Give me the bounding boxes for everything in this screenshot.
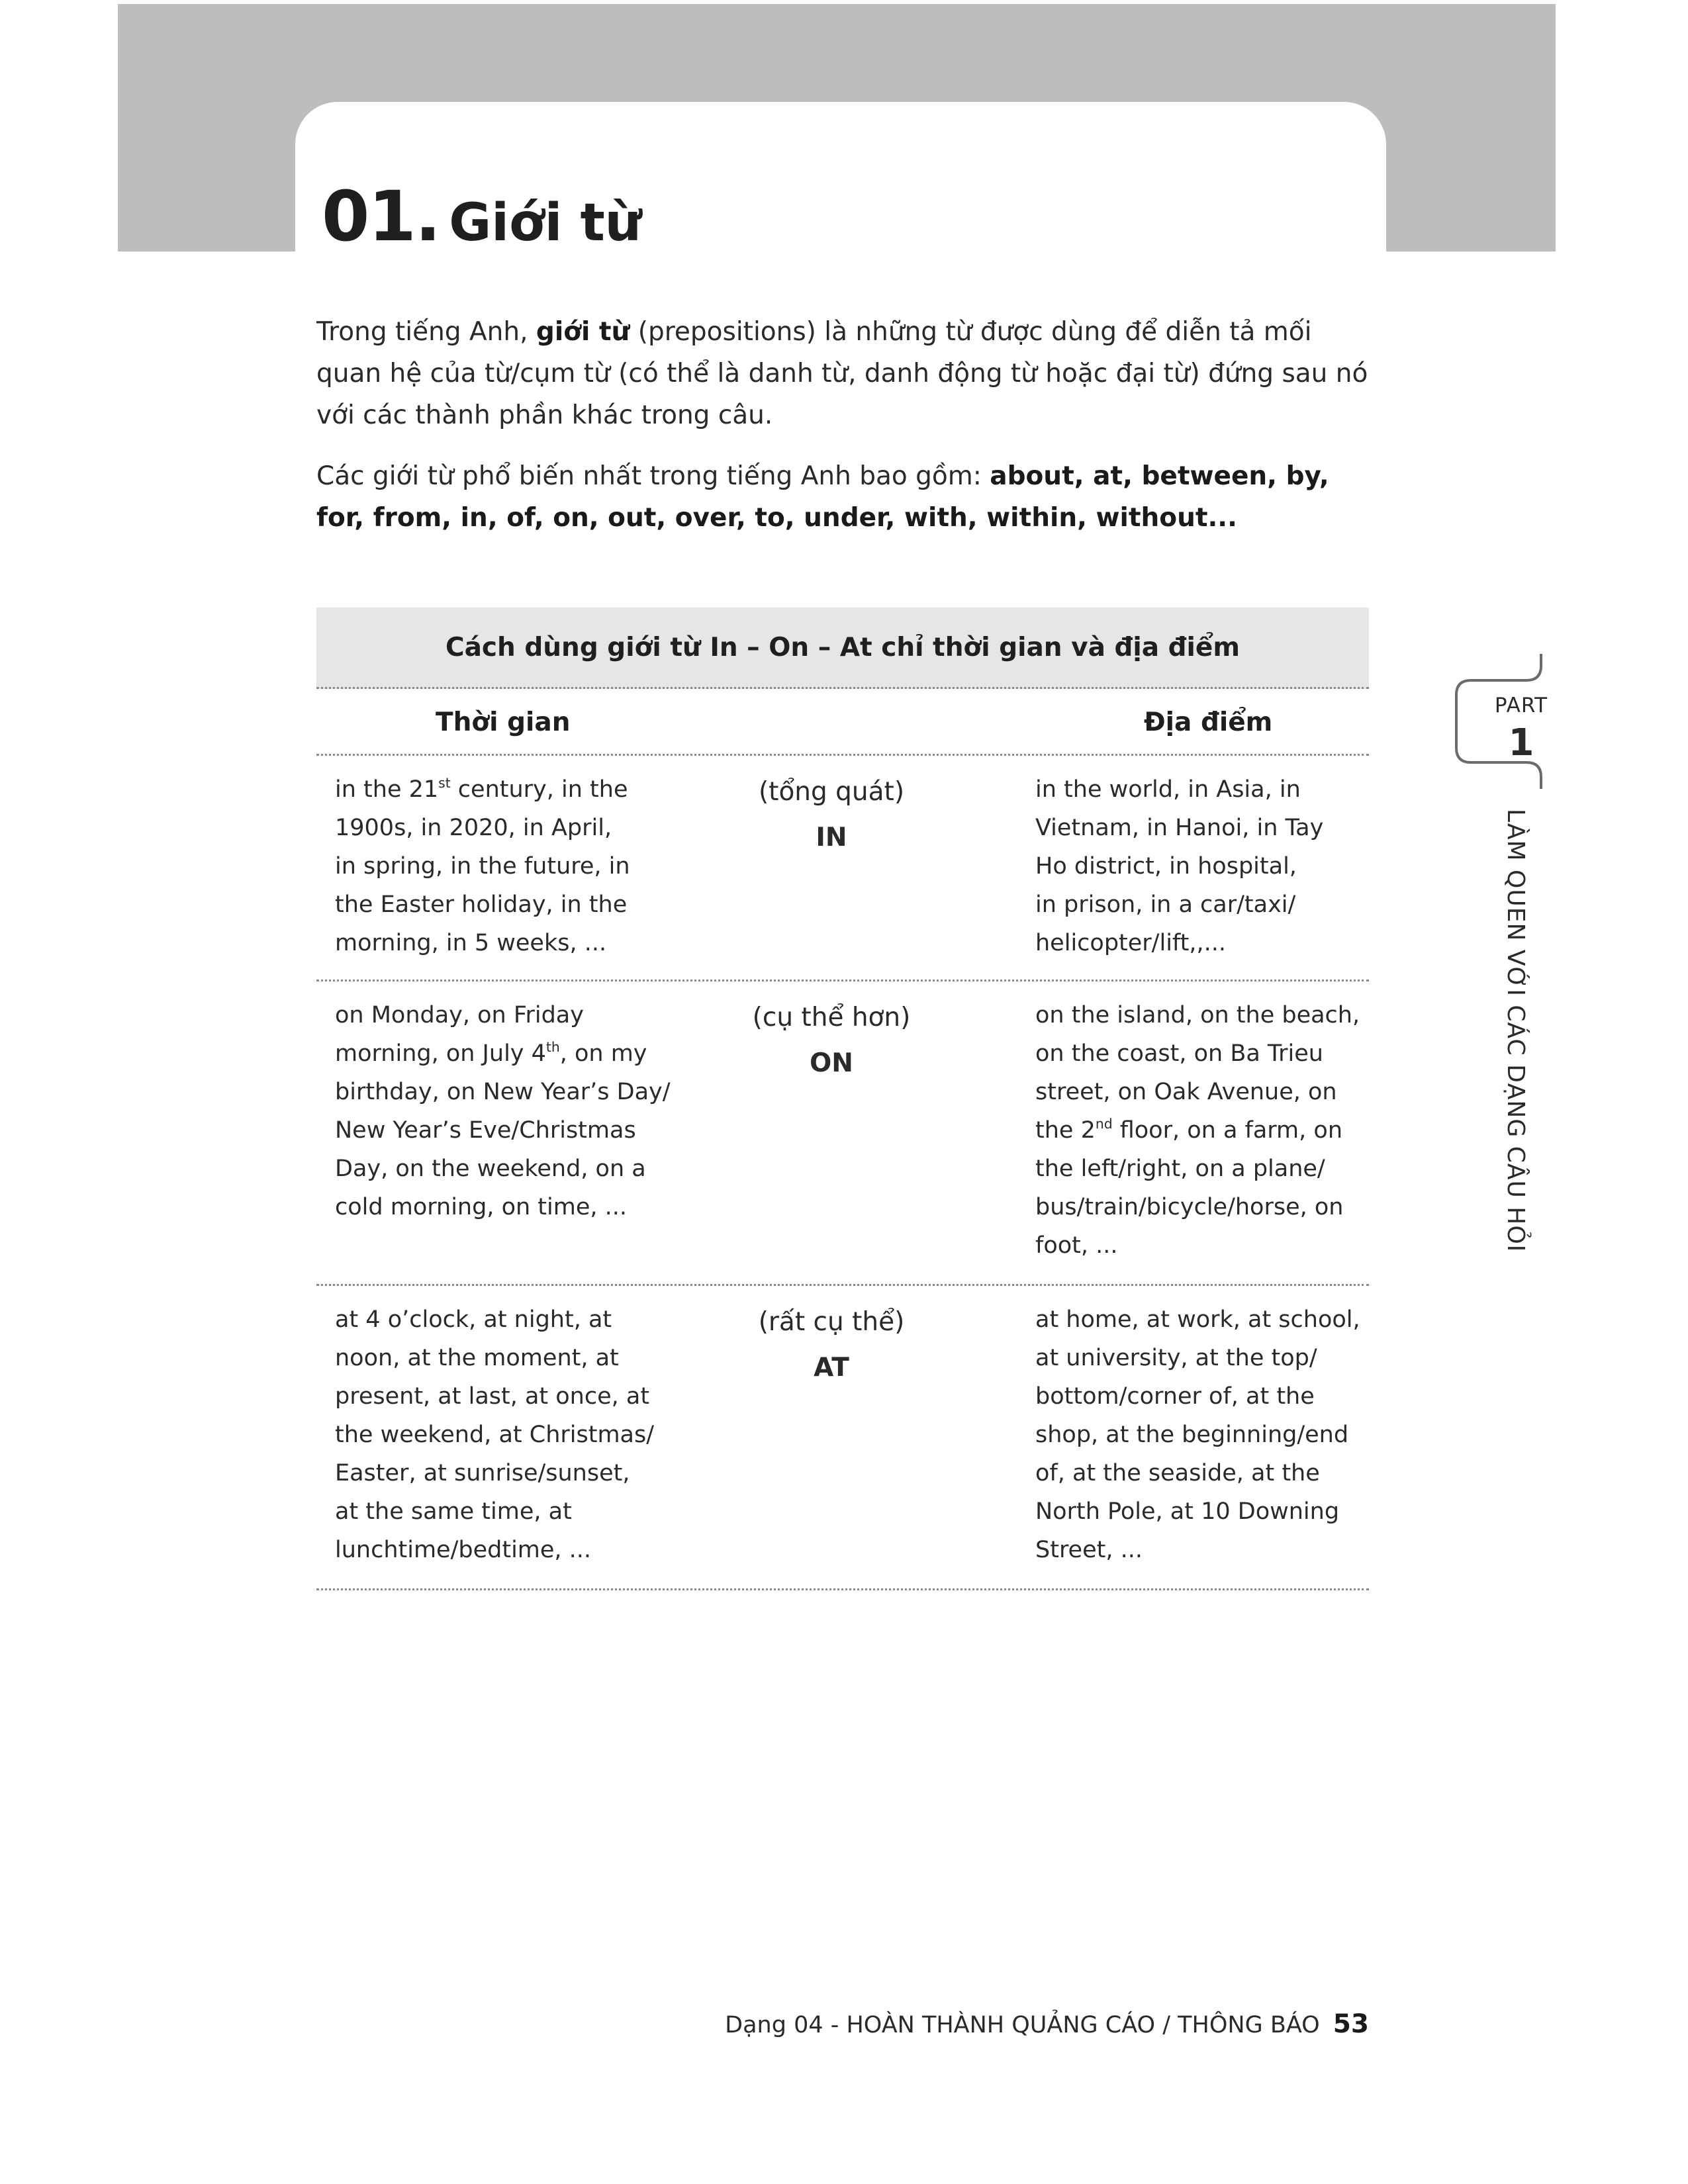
cell-line: in the world, in Asia, in — [1035, 776, 1301, 803]
cell-line: on the island, on the beach, — [1035, 1002, 1360, 1028]
column-header-time: Thời gian — [436, 707, 571, 737]
section-title: Giới từ — [449, 193, 642, 253]
cell-line: at 4 o’clock, at night, at — [335, 1306, 612, 1333]
section-number: 01. — [322, 176, 440, 257]
cell-line: the 2nd floor, on a farm, on — [1035, 1115, 1342, 1144]
page-footer — [725, 2009, 1369, 2039]
table-title: Cách dùng giới từ In – On – At chỉ thời gian và địa điểm — [316, 608, 1369, 689]
preposition-keyword: ON — [810, 1048, 853, 1078]
table-row — [316, 981, 1369, 1286]
cell-line: foot, ... — [1035, 1232, 1118, 1259]
cell-line: present, at last, at once, at — [335, 1383, 650, 1410]
intro-text: (prepositions) là những từ được dùng để diễn tả mối quan hệ của từ/cụm từ (có thể là danh từ, danh động từ hoặc đại từ) đứng sau nó với các thành phần khác trong câu. — [316, 317, 1368, 430]
cell-line: cold morning, on time, ... — [335, 1194, 627, 1220]
preposition-table — [316, 608, 1369, 1590]
time-examples — [335, 1300, 679, 1569]
cell-line: helicopter/lift,,... — [1035, 930, 1226, 956]
cell-line: of, at the seaside, at the — [1035, 1460, 1320, 1486]
cell-line: North Pole, at 10 Downing — [1035, 1498, 1340, 1525]
page-title — [322, 176, 641, 257]
cell-line: morning, on July 4th, on my — [335, 1038, 647, 1067]
cell-line: Day, on the weekend, on a — [335, 1156, 646, 1182]
cell-line: morning, in 5 weeks, ... — [335, 930, 607, 956]
cell-line: shop, at the beginning/end — [1035, 1422, 1349, 1448]
intro-paragraph-1 — [316, 311, 1369, 436]
time-examples — [335, 996, 679, 1226]
cell-line: in the 21st century, in the — [335, 774, 628, 803]
preposition-description: (cụ thể hơn) — [752, 1003, 911, 1032]
table-row — [316, 1286, 1369, 1590]
cell-line: at university, at the top/ — [1035, 1345, 1317, 1371]
preposition-list: about, at, between, by, for, from, in, of, on, out, over, to, under, with, within, without... — [316, 461, 1329, 533]
part-vertical-title: LÀM QUEN VỚI CÁC DẠNG CÂU HỎI — [1502, 809, 1529, 1253]
cell-line: New Year’s Eve/Christmas — [335, 1117, 636, 1144]
intro-bold-term: giới từ — [536, 317, 630, 347]
footer-text: Dạng 04 - HOÀN THÀNH QUẢNG CÁO / THÔNG BÁO — [725, 2012, 1320, 2038]
cell-line: Vietnam, in Hanoi, in Tay — [1035, 815, 1324, 841]
table-body — [316, 756, 1369, 1590]
preposition-description: (rất cụ thể) — [758, 1307, 905, 1337]
part-tab — [1442, 675, 1548, 781]
intro-paragraph-2 — [316, 455, 1369, 539]
table-row — [316, 756, 1369, 981]
preposition-description: (tổng quát) — [758, 777, 905, 807]
cell-line: Ho district, in hospital, — [1035, 853, 1297, 880]
cell-line: in prison, in a car/taxi/ — [1035, 891, 1296, 918]
part-label: PART — [1494, 694, 1548, 717]
cell-line: on Monday, on Friday — [335, 1002, 584, 1028]
cell-line: on the coast, on Ba Trieu — [1035, 1040, 1323, 1067]
cell-line: Easter, at sunrise/sunset, — [335, 1460, 630, 1486]
cell-line: 1900s, in 2020, in April, — [335, 815, 612, 841]
cell-line: at home, at work, at school, — [1035, 1306, 1360, 1333]
intro-text: Các giới từ phổ biến nhất trong tiếng Anh bao gồm: — [316, 461, 990, 491]
column-header-place: Địa điểm — [1144, 707, 1273, 737]
cell-line: in spring, in the future, in — [335, 853, 630, 880]
cell-line: birthday, on New Year’s Day/ — [335, 1079, 671, 1105]
cell-line: lunchtime/bedtime, ... — [335, 1537, 592, 1563]
intro-text: Trong tiếng Anh, — [316, 317, 536, 347]
place-examples — [1035, 1300, 1366, 1569]
place-examples — [1035, 770, 1366, 962]
cell-line: the left/right, on a plane/ — [1035, 1156, 1325, 1182]
preposition-keyword: AT — [814, 1353, 849, 1383]
preposition-keyword: IN — [816, 823, 847, 852]
time-examples — [335, 770, 679, 962]
cell-line: the weekend, at Christmas/ — [335, 1422, 655, 1448]
cell-line: bus/train/bicycle/horse, on — [1035, 1194, 1344, 1220]
cell-line: Street, ... — [1035, 1537, 1143, 1563]
cell-line: the Easter holiday, in the — [335, 891, 628, 918]
preposition-cell — [732, 996, 931, 1087]
preposition-cell — [732, 770, 931, 862]
cell-line: street, on Oak Avenue, on — [1035, 1079, 1337, 1105]
table-column-headers — [316, 689, 1369, 756]
place-examples — [1035, 996, 1366, 1265]
preposition-cell — [732, 1300, 931, 1392]
cell-line: bottom/corner of, at the — [1035, 1383, 1315, 1410]
part-number: 1 — [1508, 721, 1534, 764]
cell-line: at the same time, at — [335, 1498, 572, 1525]
cell-line: noon, at the moment, at — [335, 1345, 619, 1371]
page-number: 53 — [1333, 2009, 1369, 2039]
